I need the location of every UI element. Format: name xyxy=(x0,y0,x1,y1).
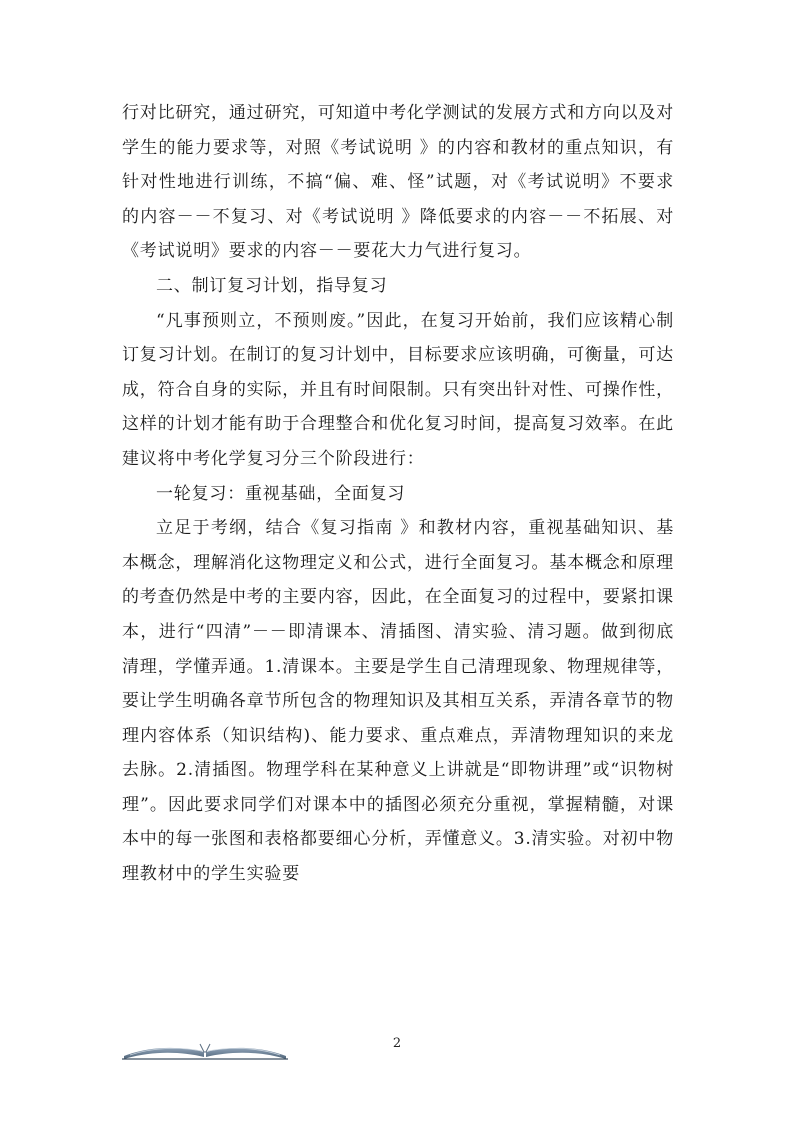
subheading-first-round: 一轮复习：重视基础，全面复习 xyxy=(156,483,406,504)
paragraph-first-round-details: 立足于考纲，结合《复习指南 》和教材内容，重视基础知识、基本概念，理解消化这物理定义和公式，进行全面复习。基本概念和原理的考查仍然是中考的主要内容，因此，在全面复习的过程中，要紧扣课本，进行“四清”－－即清课本、清插图、清实验、清习题。做到彻底清理，学懂弄通。1.清课本。主要是学生自己清理现象、物理规律等，要让学生明确各章节所包含的物理知识及其相互关系，弄清各章节的物理内容体系（知识结构)、能力要求、重点难点，弄清物理知识的来龙去脉。2.清插图。物理学科在某种意义上讲就是“即物讲理”或“识物树理”。因此要求同学们对课本中的插图必须充分重视，掌握精髓，对课本中的每一张图和表格都要细心分析，弄懂意义。3.清实验。对初中物理教材中的学生实验要 xyxy=(122,518,674,885)
paragraph-plan-advice: “凡事预则立，不预则废。”因此，在复习开始前，我们应该精心制订复习计划。在制订的复习计划中，目标要求应该明确，可衡量，可达成，符合自身的实际，并且有时间限制。只有突出针对性、可操作性，这样的计划才能有助于合理整合和优化复习时间，提高复习效率。在此建议将中考化学复习分三个阶段进行： xyxy=(122,310,674,469)
page-number: 2 xyxy=(392,1036,402,1051)
paragraph-comparison-study: 行对比研究，通过研究，可知道中考化学测试的发展方式和方向以及对学生的能力要求等，对照《考试说明 》的内容和教材的重点知识，有针对性地进行训练，不搞“偏、难、怪”试题，对《考试说明》不要求的内容－－不复习、对《考试说明 》降低要求的内容－－不拓展、对《考试说明》要求的内容－－要花大力气进行复习。 xyxy=(122,103,674,262)
body-text xyxy=(122,96,674,892)
section-heading-review-plan: 二、制订复习计划，指导复习 xyxy=(156,275,388,296)
